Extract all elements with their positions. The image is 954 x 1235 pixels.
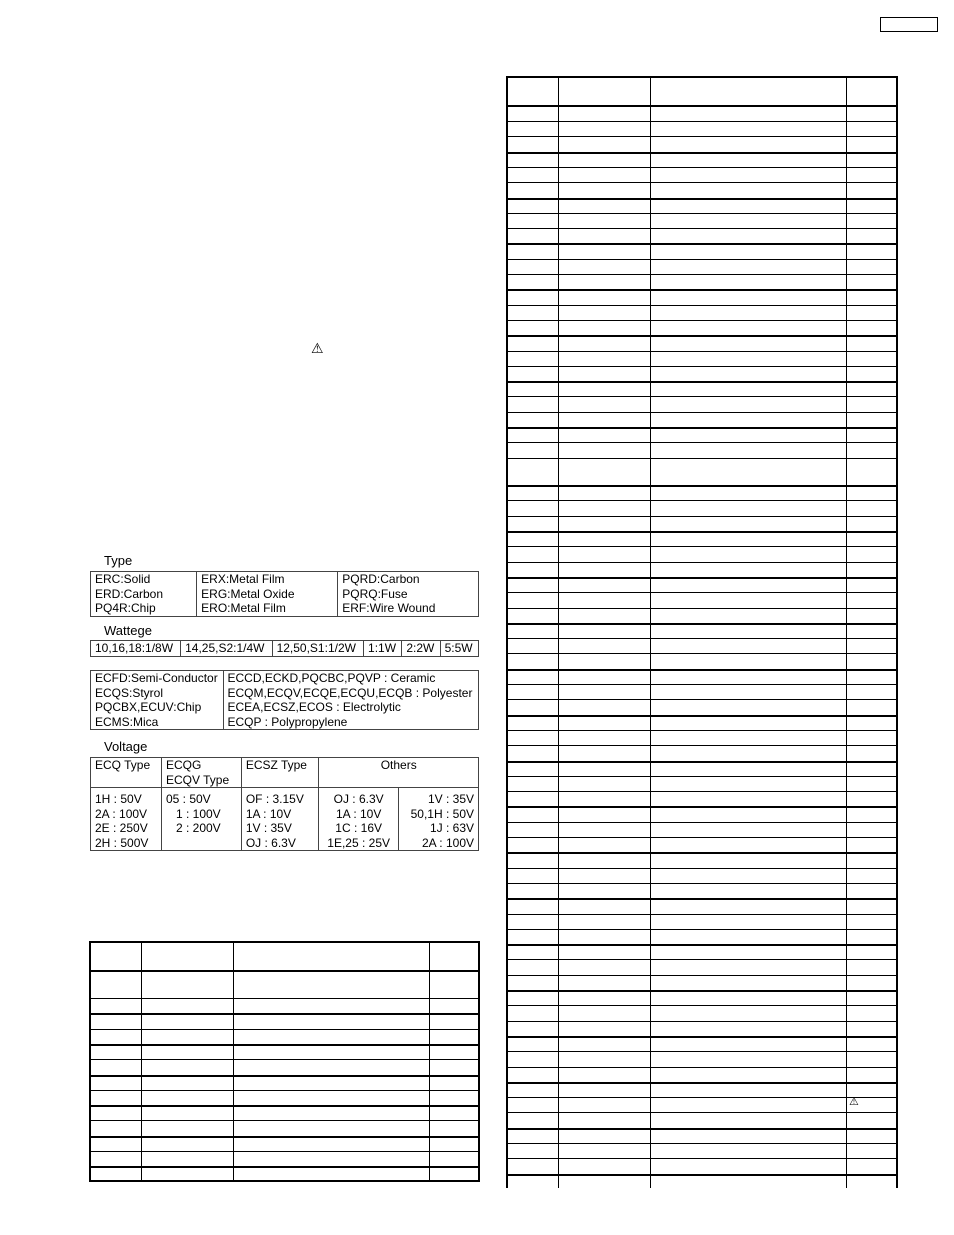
parts-table-left (89, 941, 480, 1182)
table-row (91, 1090, 478, 1091)
wattage-table (90, 640, 479, 657)
wattage-cell: 10,16,18:1/8W (91, 641, 181, 657)
voltage-cell: 2H : 500V (91, 836, 162, 851)
resistor-type-cell: ERF:Wire Wound (338, 601, 479, 616)
resistor-type-cell: ERD:Carbon (91, 587, 197, 602)
voltage-cell: 1C : 16V (319, 821, 398, 836)
table-row (508, 500, 896, 501)
table-row (508, 883, 896, 884)
table-row (508, 684, 896, 685)
table-row (91, 1029, 478, 1030)
capacitor-type-cell: ECQP : Polypropylene (223, 715, 479, 730)
voltage-title: Voltage (104, 739, 148, 754)
voltage-cell: 2A : 100V (398, 836, 478, 851)
table-row (508, 305, 896, 306)
table-row (91, 998, 478, 999)
table-row (508, 745, 896, 746)
table-row (508, 822, 896, 823)
capacitor-type-cell: ECQS:Styrol (91, 686, 224, 701)
table-row (508, 213, 896, 214)
table-row (508, 1067, 896, 1068)
table-row (508, 243, 896, 245)
wattage-cell: 1:1W (364, 641, 402, 657)
table-row (508, 1005, 896, 1006)
table-row (508, 608, 896, 609)
table-row (91, 1151, 478, 1152)
wattage-cell: 12,50,S1:1/2W (272, 641, 363, 657)
voltage-cell (161, 836, 241, 851)
table-row (508, 516, 896, 517)
table-row (91, 1013, 478, 1015)
table-row (508, 1097, 896, 1098)
table-row (508, 1143, 896, 1144)
table-row (508, 531, 896, 533)
table-row (508, 1082, 896, 1084)
table-row (508, 929, 896, 930)
table-row (508, 136, 896, 137)
table-row (508, 121, 896, 122)
voltage-cell: OJ : 6.3V (319, 788, 398, 807)
table-row (508, 592, 896, 593)
table-row (91, 1136, 478, 1138)
voltage-cell: 50,1H : 50V (398, 807, 478, 822)
table-row (508, 198, 896, 200)
voltage-header-ecqg-line2: ECQV Type (165, 772, 230, 787)
table-row (508, 228, 896, 229)
resistor-type-cell: ERO:Metal Film (197, 601, 338, 616)
voltage-header-others: Others (319, 758, 479, 788)
table-row (508, 320, 896, 321)
table-row (508, 761, 896, 763)
voltage-cell: 1 : 100V (161, 807, 241, 822)
table-row (91, 1105, 478, 1107)
table-row (508, 152, 896, 154)
table-row (508, 898, 896, 900)
table-row (508, 806, 896, 808)
column-divider (141, 943, 142, 1180)
table-row (508, 458, 896, 459)
table-row (508, 1128, 896, 1130)
voltage-cell: 1V : 35V (241, 821, 319, 836)
wattage-title: Wattege (104, 623, 152, 638)
safety-warning-icon: ⚠ (311, 340, 324, 356)
capacitor-type-cell: ECEA,ECSZ,ECOS : Electrolytic (223, 700, 479, 715)
table-row (91, 1059, 478, 1060)
table-row (508, 1158, 896, 1159)
resistor-type-cell: PQRQ:Fuse (338, 587, 479, 602)
table-row (508, 699, 896, 700)
capacitor-type-cell: ECCD,ECKD,PQCBC,PQVP : Ceramic (223, 671, 479, 686)
table-row (508, 562, 896, 563)
voltage-cell: 1A : 10V (241, 807, 319, 822)
table-row (508, 791, 896, 792)
capacitor-type-cell: ECMS:Mica (91, 715, 224, 730)
parts-table-header (508, 78, 896, 107)
column-divider (429, 943, 430, 1180)
table-row (508, 546, 896, 547)
table-row (508, 990, 896, 992)
capacitor-type-cell: ECFD:Semi-Conductor (91, 671, 224, 686)
voltage-cell: 1E,25 : 25V (319, 836, 398, 851)
table-row (508, 259, 896, 260)
table-row (508, 715, 896, 717)
table-row (91, 1120, 478, 1121)
table-row (508, 167, 896, 168)
table-row (508, 396, 896, 397)
table-row (508, 485, 896, 487)
voltage-cell: 1J : 63V (398, 821, 478, 836)
table-row (508, 427, 896, 429)
voltage-header-ecqg (161, 758, 241, 788)
voltage-cell: 2A : 100V (91, 807, 162, 822)
table-row (91, 1075, 478, 1077)
wattage-cell: 5:5W (440, 641, 478, 657)
table-row (508, 289, 896, 291)
table-row (508, 730, 896, 731)
resistor-type-cell: ERC:Solid (91, 572, 197, 587)
table-row (508, 442, 896, 443)
column-divider (233, 943, 234, 1180)
resistor-type-cell: PQRD:Carbon (338, 572, 479, 587)
voltage-cell: OJ : 6.3V (241, 836, 319, 851)
parts-table-header (91, 943, 478, 972)
table-row (508, 1036, 896, 1038)
table-row (508, 852, 896, 854)
table-row (508, 274, 896, 275)
table-row (508, 1051, 896, 1052)
voltage-header-ecqg-line1: ECQG (165, 758, 202, 772)
parts-table-right (506, 76, 898, 1188)
table-row (508, 914, 896, 915)
voltage-table (90, 757, 479, 851)
voltage-cell: 1H : 50V (91, 788, 162, 807)
table-row (508, 944, 896, 946)
table-row (508, 351, 896, 352)
table-row (508, 669, 896, 671)
voltage-cell: 1V : 35V (398, 788, 478, 807)
resistor-type-table (90, 571, 479, 617)
table-row (91, 1044, 478, 1046)
resistor-type-cell: ERG:Metal Oxide (197, 587, 338, 602)
capacitor-type-cell: PQCBX,ECUV:Chip (91, 700, 224, 715)
table-row (508, 1174, 896, 1176)
safety-warning-icon: ⚠ (849, 1096, 859, 1108)
table-row (508, 959, 896, 960)
voltage-cell: 1A : 10V (319, 807, 398, 822)
wattage-cell: 14,25,S2:1/4W (181, 641, 272, 657)
table-row (508, 366, 896, 367)
table-row (508, 182, 896, 183)
table-row (91, 1166, 478, 1168)
resistor-type-title: Type (104, 553, 133, 568)
table-row (508, 653, 896, 654)
resistor-type-cell: ERX:Metal Film (197, 572, 338, 587)
page-number-box (880, 17, 938, 32)
table-row (508, 837, 896, 838)
table-row (508, 577, 896, 579)
voltage-header-ecsz: ECSZ Type (241, 758, 319, 788)
table-row (508, 868, 896, 869)
table-row (508, 335, 896, 337)
voltage-cell: 2E : 250V (91, 821, 162, 836)
table-row (508, 381, 896, 383)
capacitor-type-cell: ECQM,ECQV,ECQE,ECQU,ECQB : Polyester (223, 686, 479, 701)
table-row (508, 623, 896, 625)
wattage-cell: 2:2W (402, 641, 440, 657)
voltage-cell: 2 : 200V (161, 821, 241, 836)
table-row (508, 975, 896, 976)
table-row (508, 1112, 896, 1113)
resistor-type-cell: PQ4R:Chip (91, 601, 197, 616)
voltage-cell: OF : 3.15V (241, 788, 319, 807)
table-row (508, 638, 896, 639)
voltage-header-ecq: ECQ Type (91, 758, 162, 788)
table-row (508, 412, 896, 413)
capacitor-type-table (90, 670, 479, 730)
table-row (508, 1021, 896, 1022)
table-row (508, 776, 896, 777)
voltage-cell: 05 : 50V (161, 788, 241, 807)
